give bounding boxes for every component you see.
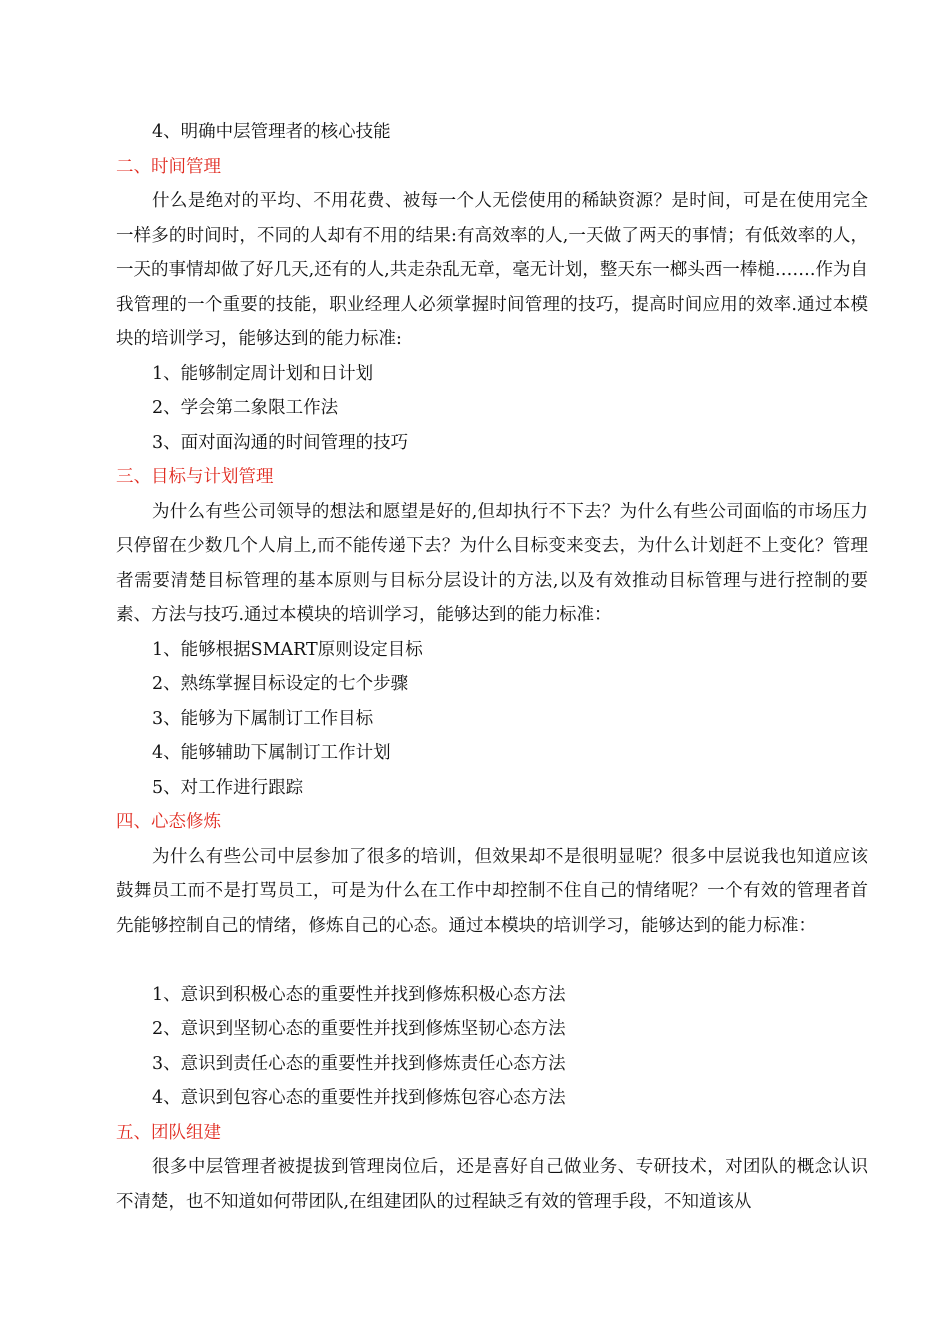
list-item: 5、对工作进行跟踪 <box>152 777 304 798</box>
section-heading: 二、时间管理 <box>116 156 221 177</box>
section-paragraph: 什么是绝对的平均、不用花费、被每一个人无偿使用的稀缺资源？是时间，可是在使用完全一样多的时间时，不同的人却有不用的结果:有高效率的人,一天做了两天的事情；有低效率的人，一天的事情却做了好几天,还有的人,共走杂乱无章，毫无计划，整天东一榔头西一棒槌…….作为自我管理的一个重要的技能，职业经理人必须掌握时间管理的技巧，提高时间应用的效率.通过本模块的培训学习，能够达到的能力标准: <box>116 191 868 349</box>
document-body <box>116 115 868 1219</box>
section-paragraph-wrap <box>116 1150 868 1219</box>
list-item: 4、明确中层管理者的核心技能 <box>152 122 391 142</box>
section-paragraph: 很多中层管理者被提拔到管理岗位后，还是喜好自己做业务、专研技术，对团队的概念认识不清楚，也不知道如何带团队,在组建团队的过程缺乏有效的管理手段，不知道该从 <box>116 1157 868 1212</box>
section-heading: 五、团队组建 <box>116 1122 221 1143</box>
list-item: 1、能够根据SMART原则设定目标 <box>152 639 423 660</box>
section-heading: 四、心态修炼 <box>116 812 221 832</box>
list-item: 3、能够为下属制订工作目标 <box>152 708 374 729</box>
list-item: 2、熟练掌握目标设定的七个步骤 <box>152 674 409 694</box>
list-item: 1、能够制定周计划和日计划 <box>152 363 374 384</box>
section-paragraph-wrap <box>116 184 868 357</box>
list-item: 2、学会第二象限工作法 <box>152 398 339 418</box>
list-item: 3、面对面沟通的时间管理的技巧 <box>152 432 409 453</box>
list-item: 1、意识到积极心态的重要性并找到修炼积极心态方法 <box>152 984 566 1005</box>
list-item: 4、意识到包容心态的重要性并找到修炼包容心态方法 <box>152 1088 566 1108</box>
list-item: 4、能够辅助下属制订工作计划 <box>152 743 391 763</box>
section-heading: 三、目标与计划管理 <box>116 467 274 487</box>
list-item: 3、意识到责任心态的重要性并找到修炼责任心态方法 <box>152 1053 566 1074</box>
list-item: 2、意识到坚韧心态的重要性并找到修炼坚韧心态方法 <box>152 1019 566 1039</box>
section-paragraph-wrap <box>116 840 868 978</box>
section-paragraph-wrap <box>116 495 868 633</box>
section-paragraph: 为什么有些公司中层参加了很多的培训，但效果却不是很明显呢？很多中层说我也知道应该鼓舞员工而不是打骂员工，可是为什么在工作中却控制不住自己的情绪呢？一个有效的管理者首先能够控制自己的情绪，修炼自己的心态。通过本模块的培训学习，能够达到的能力标准： <box>116 846 868 936</box>
section-paragraph: 为什么有些公司领导的想法和愿望是好的,但却执行不下去？为什么有些公司面临的市场压力只停留在少数几个人肩上,而不能传递下去？为什么目标变来变去，为什么计划赶不上变化？管理者需要清楚目标管理的基本原则与目标分层设计的方法,以及有效推动目标管理与进行控制的要素、方法与技巧.通过本模块的培训学习，能够达到的能力标准： <box>116 501 868 625</box>
